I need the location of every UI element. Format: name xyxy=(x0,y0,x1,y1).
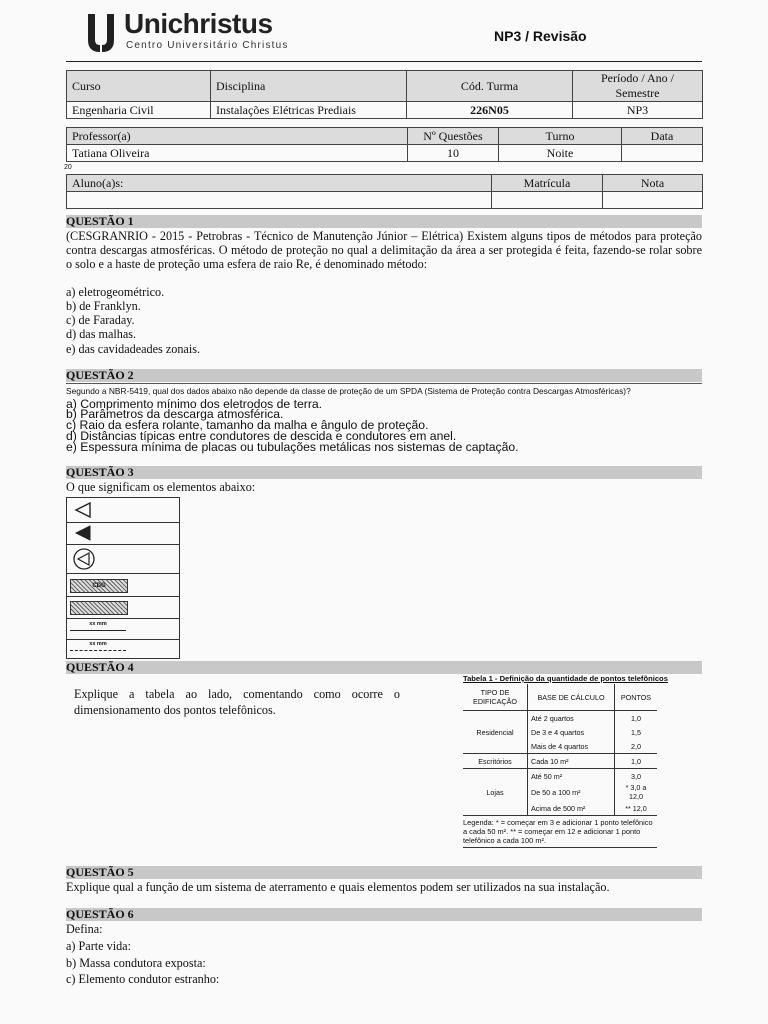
phone-points-cell: 1,0 xyxy=(631,756,641,766)
header-nota: Nota xyxy=(603,175,703,192)
phone-points-cell: 3,0 xyxy=(631,771,641,781)
hatched-panel-symbol-icon xyxy=(70,601,128,615)
question-3-title: QUESTÃO 3 xyxy=(66,466,702,479)
header-disciplina: Disciplina xyxy=(211,71,407,102)
phone-points-table xyxy=(463,684,657,816)
header-data: Data xyxy=(622,128,703,145)
question-1-text: (CESGRANRIO - 2015 - Petrobras - Técnico de Manutenção Júnior – Elétrica) Existem alguns tipos de métodos para proteção contra descargas atmosféricas. O método de proteção no qual a delimitação da área a ser protegida é feita, fazendo-se rolar sobre o solo e a haste de proteção uma esfera de raio Re, é denominado método: xyxy=(66,229,702,271)
phone-table-legend: Legenda: * = começar em 3 e adicionar 1 ponto telefônico a cada 50 m². ** = começar em 12 e adicionar 1 ponto telefônico a cada 100 m². xyxy=(463,818,653,845)
question-2-option-e: e) Espessura mínima de placas ou tubulações metálicas nos sistemas de captação. xyxy=(66,440,519,454)
question-2-option-a: a) Comprimento mínimo dos eletrodos de terra. xyxy=(66,397,323,411)
phone-header-points: PONTOS xyxy=(620,692,652,702)
phone-base-cell: Mais de 4 quartos xyxy=(528,739,615,754)
phone-base-cell: De 3 e 4 quartos xyxy=(528,725,615,739)
circle-triangle-symbol-icon xyxy=(72,548,96,570)
question-2-option-c: c) Raio da esfera rolante, tamanho da malha e ângulo de proteção. xyxy=(66,418,429,432)
question-1-title: QUESTÃO 1 xyxy=(66,215,702,228)
header-aluno: Aluno(a)s: xyxy=(67,175,492,192)
question-6-option-c: c) Elemento condutor estranho: xyxy=(66,972,220,986)
cdg-symbol-icon xyxy=(70,579,128,593)
small-label: 20 xyxy=(64,164,72,171)
question-4-title: QUESTÃO 4 xyxy=(66,661,702,674)
professor-table xyxy=(66,127,703,162)
question-2-option-b: b) Parâmetros da descarga atmosférica. xyxy=(66,407,284,421)
question-2-option-d: d) Distâncias típicas entre condutores de descida e condutores em anel. xyxy=(66,429,457,443)
question-1-option-b: b) de Franklyn. xyxy=(66,299,141,313)
brand-subtitle: Centro Universitário Christus xyxy=(126,40,289,51)
question-1-option-c: c) de Faraday. xyxy=(66,313,135,327)
question-6-option-b: b) Massa condutora exposta: xyxy=(66,956,206,970)
unichristus-logo-icon xyxy=(86,12,116,52)
phone-header-type: TIPO DE EDIFICAÇÃO xyxy=(463,684,528,711)
question-6-option-a: a) Parte vida: xyxy=(66,939,131,953)
document-title: NP3 / Revisão xyxy=(494,28,587,44)
phone-type-lojas: Lojas xyxy=(463,769,528,816)
question-5-title: QUESTÃO 5 xyxy=(66,866,702,879)
header-matricula: Matrícula xyxy=(492,175,603,192)
dashed-line-xx-mm-label: xx mm xyxy=(89,641,107,647)
outline-triangle-symbol-icon xyxy=(74,502,94,518)
cell-turno: Noite xyxy=(499,145,622,162)
brand-name: Unichristus xyxy=(124,8,273,39)
phone-points-cell: 2,0 xyxy=(631,741,641,751)
phone-table-title: Tabela 1 - Definição da quantidade de pontos telefônicos xyxy=(463,674,668,683)
cell-cod-turma: 226N05 xyxy=(407,102,573,119)
cell-aluno xyxy=(67,192,492,209)
question-1-option-a: a) eletrogeométrico. xyxy=(66,285,165,299)
cdg-label: CDG xyxy=(92,583,106,589)
header-periodo: Período / Ano / Semestre xyxy=(573,71,703,102)
course-table xyxy=(66,70,703,119)
phone-points-cell: 1,0 xyxy=(631,713,641,723)
header-professor: Professor(a) xyxy=(67,128,408,145)
phone-points-cell: * 3,0 a 12,0 xyxy=(625,783,647,801)
cell-data xyxy=(622,145,703,162)
question-2-text: Segundo a NBR-5419, qual dos dados abaixo não depende da classe de proteção de um SPDA (Sistema de Proteção contra Descargas Atmosféricas)? xyxy=(66,386,631,396)
question-3-text: O que significam os elementos abaixo: xyxy=(66,480,256,494)
phone-points-table-figure xyxy=(463,674,703,848)
line-xx-mm-label: xx mm xyxy=(89,621,107,627)
phone-points-cell: ** 12,0 xyxy=(625,803,647,813)
cell-professor: Tatiana Oliveira xyxy=(67,145,408,162)
phone-type-escritorios: Escritórios xyxy=(463,754,528,769)
question-5-text: Explique qual a função de um sistema de aterramento e quais elementos podem ser utilizados na sua instalação. xyxy=(66,880,610,894)
phone-header-base: BASE DE CÁLCULO xyxy=(528,684,615,711)
question-1-option-d: d) das malhas. xyxy=(66,327,137,341)
phone-base-cell: Acima de 500 m² xyxy=(528,801,615,816)
question-6-intro: Defina: xyxy=(66,922,103,936)
header-cod-turma: Cód. Turma xyxy=(407,71,573,102)
question-4-text: Explique a tabela ao lado, comentando como ocorre o dimensionamento dos pontos telefônicos. xyxy=(74,687,400,717)
cell-periodo: NP3 xyxy=(573,102,703,119)
question-2-divider xyxy=(66,383,702,384)
phone-base-cell: Cada 10 m² xyxy=(528,754,615,769)
filled-triangle-symbol-icon xyxy=(74,525,94,541)
phone-base-cell: De 50 a 100 m² xyxy=(528,783,615,801)
question-1-option-e: e) das cavidadeades zonais. xyxy=(66,342,200,356)
cell-matricula xyxy=(492,192,603,209)
phone-base-cell: Até 2 quartos xyxy=(528,711,615,726)
student-table xyxy=(66,174,703,209)
header-divider xyxy=(66,61,702,62)
symbols-table xyxy=(66,497,180,659)
phone-type-residencial: Residencial xyxy=(463,711,528,754)
cell-nota xyxy=(603,192,703,209)
question-2-title: QUESTÃO 2 xyxy=(66,369,702,382)
phone-points-cell: 1,5 xyxy=(631,727,641,737)
cell-disciplina: Instalações Elétricas Prediais xyxy=(211,102,407,119)
header-num-questoes: Nº Questões xyxy=(408,128,499,145)
line-xx-mm-symbol-icon xyxy=(70,621,126,635)
phone-table-bottom-rule xyxy=(463,847,657,848)
header-turno: Turno xyxy=(499,128,622,145)
question-6-title: QUESTÃO 6 xyxy=(66,908,702,921)
header-curso: Curso xyxy=(67,71,211,102)
cell-curso: Engenharia Civil xyxy=(67,102,211,119)
dashed-line-xx-mm-symbol-icon xyxy=(70,641,126,655)
phone-base-cell: Até 50 m² xyxy=(528,769,615,784)
cell-num-questoes: 10 xyxy=(408,145,499,162)
